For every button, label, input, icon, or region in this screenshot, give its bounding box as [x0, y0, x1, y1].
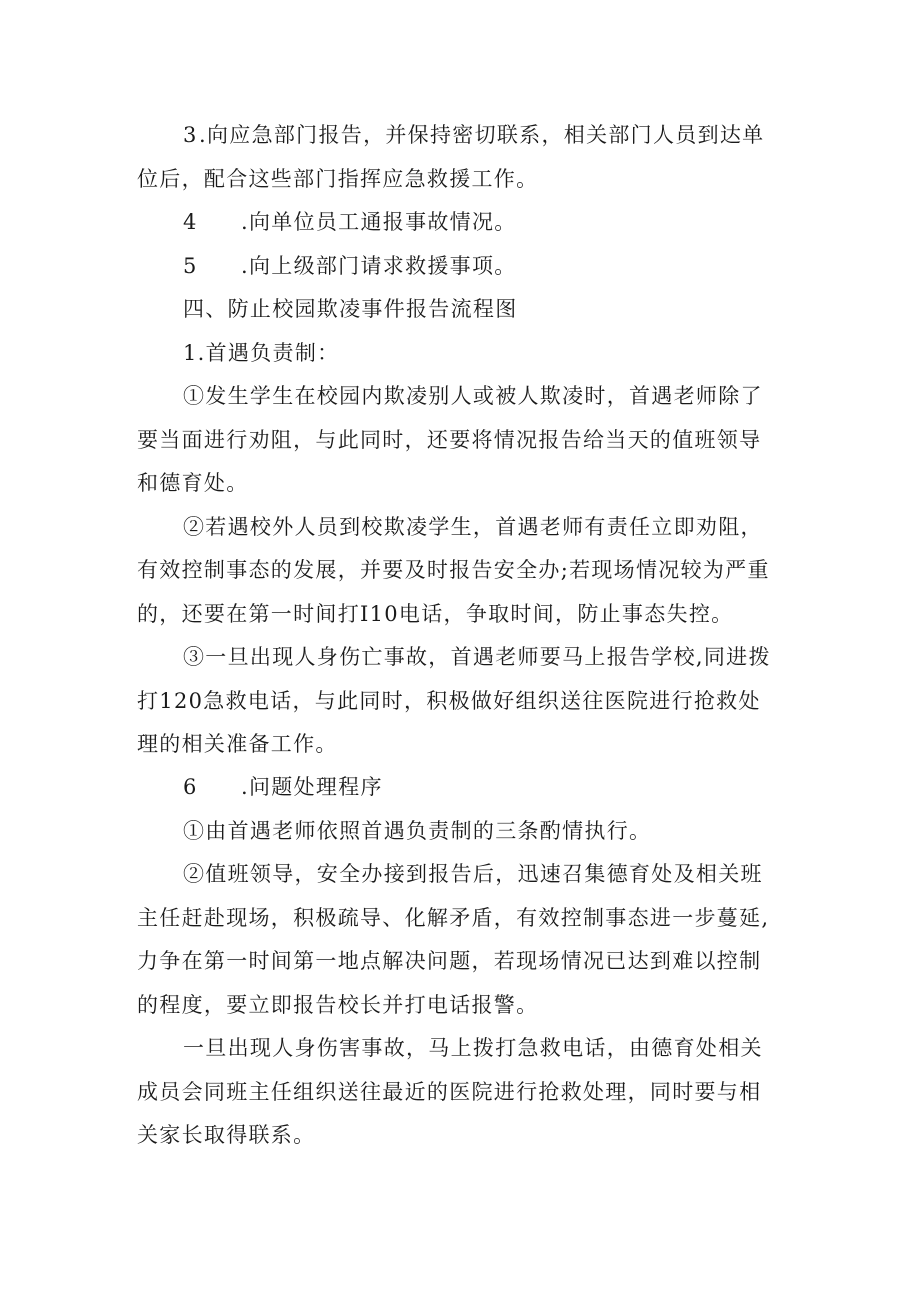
paragraph-line: 要当面进行劝阻，与此同时，还要将情况报告给当天的值班领导	[137, 428, 762, 452]
paragraph-line: 关家长取得联系。	[137, 1123, 316, 1147]
paragraph-line: 力争在第一时间第一地点解决问题，若现场情况已达到难以控制	[137, 949, 762, 973]
paragraph-line: 成员会同班主任组织送往最近的医院进行抢救处理，同时要与相	[137, 1080, 762, 1104]
list-number: 4	[183, 210, 198, 234]
paragraph-line: ①发生学生在校园内欺凌别人或被人欺凌时，首遇老师除了	[183, 384, 763, 408]
list-item-3-continuation: 位后，配合这些部门指挥应急救援工作。	[137, 167, 539, 191]
list-text: .向单位员工通报事故情况。	[241, 210, 517, 234]
list-text: .向上级部门请求救援事项。	[241, 254, 517, 278]
sub-heading: 1.首遇负责制：	[183, 341, 340, 365]
paragraph-line: 打120急救电话，与此同时，积极做好组织送往医院进行抢救处	[137, 689, 761, 713]
paragraph-line: 一旦出现人身伤害事故，马上拨打急救电话，由德育处相关	[183, 1036, 763, 1060]
paragraph-line: 理的相关准备工作。	[137, 732, 338, 756]
paragraph-line: 有效控制事态的发展，并要及时报告安全办;若现场情况较为严重	[137, 558, 770, 582]
paragraph-line: 的程度，要立即报告校长并打电话报警。	[137, 993, 539, 1017]
list-text: .问题处理程序	[241, 775, 383, 799]
list-item-4	[183, 208, 517, 236]
list-text: .向应急部门报告，并保持密切联系，相关部门人员到达单	[199, 123, 765, 147]
paragraph-line: ②值班领导，安全办接到报告后，迅速召集德育处及相关班	[183, 862, 763, 886]
paragraph-line: ①由首遇老师依照首遇负责制的三条酌情执行。	[183, 819, 652, 843]
list-number: 5	[183, 254, 198, 278]
list-number: 3	[183, 123, 198, 147]
section-heading: 四、防止校园欺凌事件报告流程图	[183, 297, 518, 321]
paragraph-line: 和德育处。	[137, 471, 249, 495]
list-item-3	[183, 121, 764, 149]
paragraph-line: 的，还要在第一时间打I10电话，争取时间，防止事态失控。	[137, 602, 734, 626]
list-item-6	[183, 773, 383, 801]
paragraph-line: ②若遇校外人员到校欺凌学生，首遇老师有责任立即劝阻，	[183, 515, 763, 539]
paragraph-line: ③一旦出现人身伤亡事故，首遇老师要马上报告学校,同进拨	[183, 645, 771, 669]
list-number: 6	[183, 775, 198, 799]
paragraph-line: 主任赶赴现场，积极疏导、化解矛盾，有效控制事态进一步蔓延,	[137, 906, 770, 930]
list-item-5	[183, 252, 517, 280]
